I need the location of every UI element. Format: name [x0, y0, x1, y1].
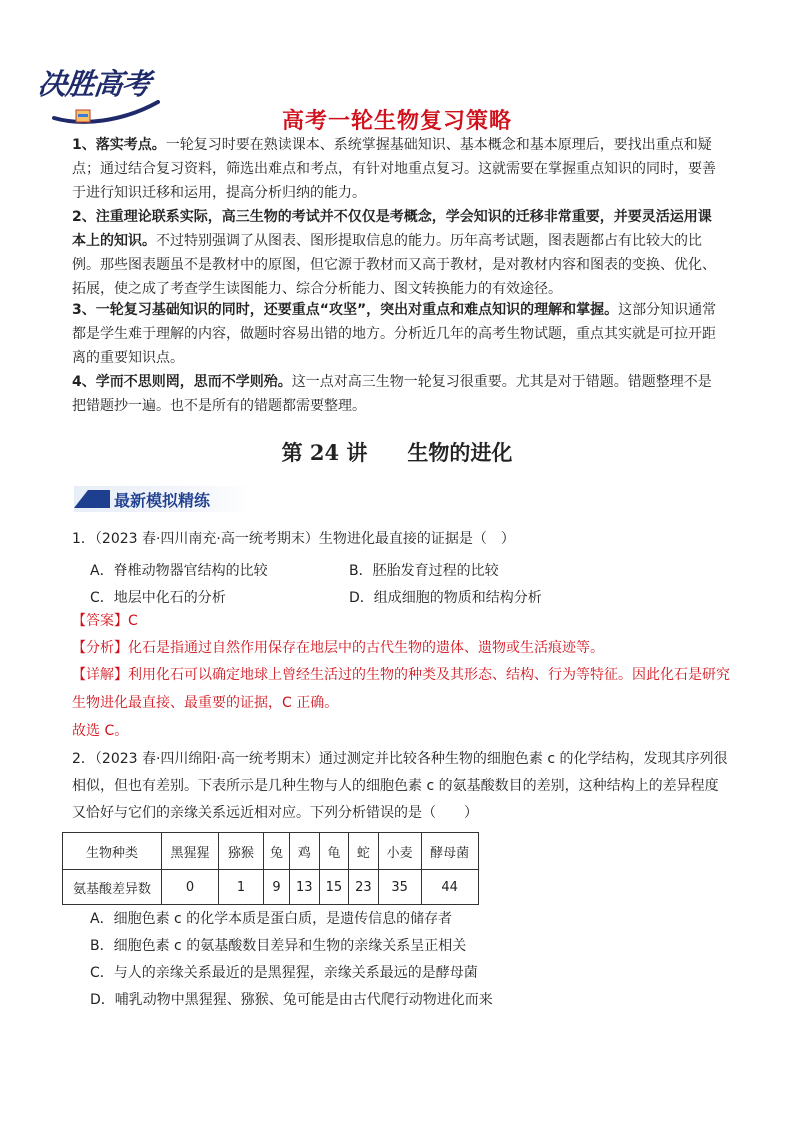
answer-label: 【答案】 — [72, 613, 128, 629]
section-banner — [74, 486, 252, 512]
strategy-paragraph-1-heading: 1、落实考点。 — [72, 137, 166, 153]
table-header-cell: 小麦 — [378, 833, 421, 870]
strategy-paragraph-1-text: 一轮复习时要在熟读课本、系统掌握基础知识、基本概念和基本原理后，要找出重点和疑点；通过结合复习资料，筛选出难点和考点，有针对地重点复习。这就需要在掌握重点知识的同时，要善于进行知识迁移和运用，提高分析归纳的能力。 — [72, 137, 716, 201]
table-cell: 44 — [421, 870, 478, 905]
lecture-heading — [0, 437, 794, 467]
table-header-cell: 猕猴 — [219, 833, 264, 870]
question-2-option-c: C．与人的亲缘关系最近的是黑猩猩，亲缘关系最远的是酵母菌 — [90, 965, 478, 981]
question-1-option-d: D．组成细胞的物质和结构分析 — [349, 590, 542, 606]
question-2-option-d: D．哺乳动物中黑猩猩、猕猴、兔可能是由古代爬行动物进化而来 — [90, 992, 493, 1008]
lecture-number: 第 24 讲 — [281, 440, 368, 465]
table-header-row — [63, 833, 479, 870]
analysis-label: 【分析】 — [72, 640, 128, 656]
amino-acid-difference-table — [62, 832, 479, 905]
question-1-analysis — [72, 634, 732, 662]
table-cell: 15 — [319, 870, 349, 905]
strategy-paragraph-3-heading: 3、一轮复习基础知识的同时，还要重点“攻坚”，突出对重点和难点知识的理解和掌握。 — [72, 302, 619, 318]
question-1-option-c: C．地层中化石的分析 — [90, 590, 226, 606]
question-2-option-a: A．细胞色素 c 的化学本质是蛋白质，是遗传信息的储存者 — [90, 911, 453, 927]
strategy-paragraph-1 — [72, 133, 724, 205]
table-header-cell: 蛇 — [349, 833, 379, 870]
strategy-paragraph-4 — [72, 370, 724, 418]
logo-text: 决胜高考 — [36, 67, 152, 101]
table-cell: 氨基酸差异数 — [63, 870, 162, 905]
lecture-topic: 生物的进化 — [407, 440, 513, 465]
answer-value: C — [128, 613, 138, 629]
table-header-cell: 黑猩猩 — [162, 833, 219, 870]
analysis-text: 化石是指通过自然作用保存在地层中的古代生物的遗体、遗物或生活痕迹等。 — [128, 640, 604, 656]
question-1-option-b: B．胚胎发育过程的比较 — [349, 563, 499, 579]
table-header-cell: 鸡 — [290, 833, 320, 870]
question-2-option-b: B．细胞色素 c 的氨基酸数目差异和生物的亲缘关系呈正相关 — [90, 938, 467, 954]
question-1-option-a: A．脊椎动物器官结构的比较 — [90, 563, 268, 579]
question-1-conclusion: 故选 C。 — [72, 723, 129, 739]
banner-marker-icon — [74, 490, 110, 508]
question-1-answer — [72, 607, 732, 635]
strategy-paragraph-4-heading: 4、学而不思则罔，思而不学则殆。 — [72, 374, 292, 390]
strategy-paragraph-3-text: 这部分知识通常都是学生难于理解的内容，做题时容易出错的地方。分析近几年的高考生物试题，重点其实就是可拉开距离的重要知识点。 — [72, 302, 717, 366]
strategy-paragraph-2-text: 不过特别强调了从图表、图形提取信息的能力。历年高考试题，图表题都占有比较大的比例。那些图表题虽不是教材中的原图，但它源于教材而又高于教材，是对教材内容和图表的变换、优化、拓展，使之成了考查学生读图能力、综合分析能力、图文转换能力的有效途径。 — [72, 233, 716, 297]
strategy-paragraph-2 — [72, 205, 724, 301]
table-row — [63, 870, 479, 905]
question-2-stem: 2．（2023 春·四川绵阳·高一统考期末）通过测定并比较各种生物的细胞色素 c 的化学结构，发现其序列很相似，但也有差别。下表所示是几种生物与人的细胞色素 c 的氨基酸数目的差别，这种结构上的差异程度又恰好与它们的亲缘关系远近相对应。下列分析错误的是（ ） — [72, 751, 728, 821]
strategy-paragraph-3 — [72, 298, 724, 370]
detail-label: 【详解】 — [72, 667, 128, 683]
table-header-cell: 兔 — [264, 833, 290, 870]
table-header-cell: 龟 — [319, 833, 349, 870]
strategy-paragraph-2-heading: 2、注重理论联系实际，高三生物的考试并不仅仅是考概念，学会知识的迁移非常重要，并要灵活运用课本上的知识。 — [72, 209, 712, 249]
table-header-cell: 生物种类 — [63, 833, 162, 870]
page-title: 高考一轮生物复习策略 — [281, 109, 512, 134]
table-cell: 13 — [290, 870, 320, 905]
table-cell: 0 — [162, 870, 219, 905]
table-header-cell: 酵母菌 — [421, 833, 478, 870]
detail-text: 利用化石可以确定地球上曾经生活过的生物的种类及其形态、结构、行为等特征。因此化石是研究生物进化最直接、最重要的证据，C 正确。 — [72, 667, 730, 711]
section-banner-label: 最新模拟精练 — [114, 491, 211, 510]
strategy-paragraph-4-text: 这一点对高三生物一轮复习很重要。尤其是对于错题。错题整理不是把错题抄一遍。也不是所有的错题都需要整理。 — [72, 374, 712, 414]
table-cell: 1 — [219, 870, 264, 905]
question-1-stem: 1．（2023 春·四川南充·高一统考期末）生物进化最直接的证据是（ ） — [72, 531, 515, 547]
question-1-detail — [72, 661, 732, 717]
table-cell: 35 — [378, 870, 421, 905]
table-cell: 9 — [264, 870, 290, 905]
table-cell: 23 — [349, 870, 379, 905]
